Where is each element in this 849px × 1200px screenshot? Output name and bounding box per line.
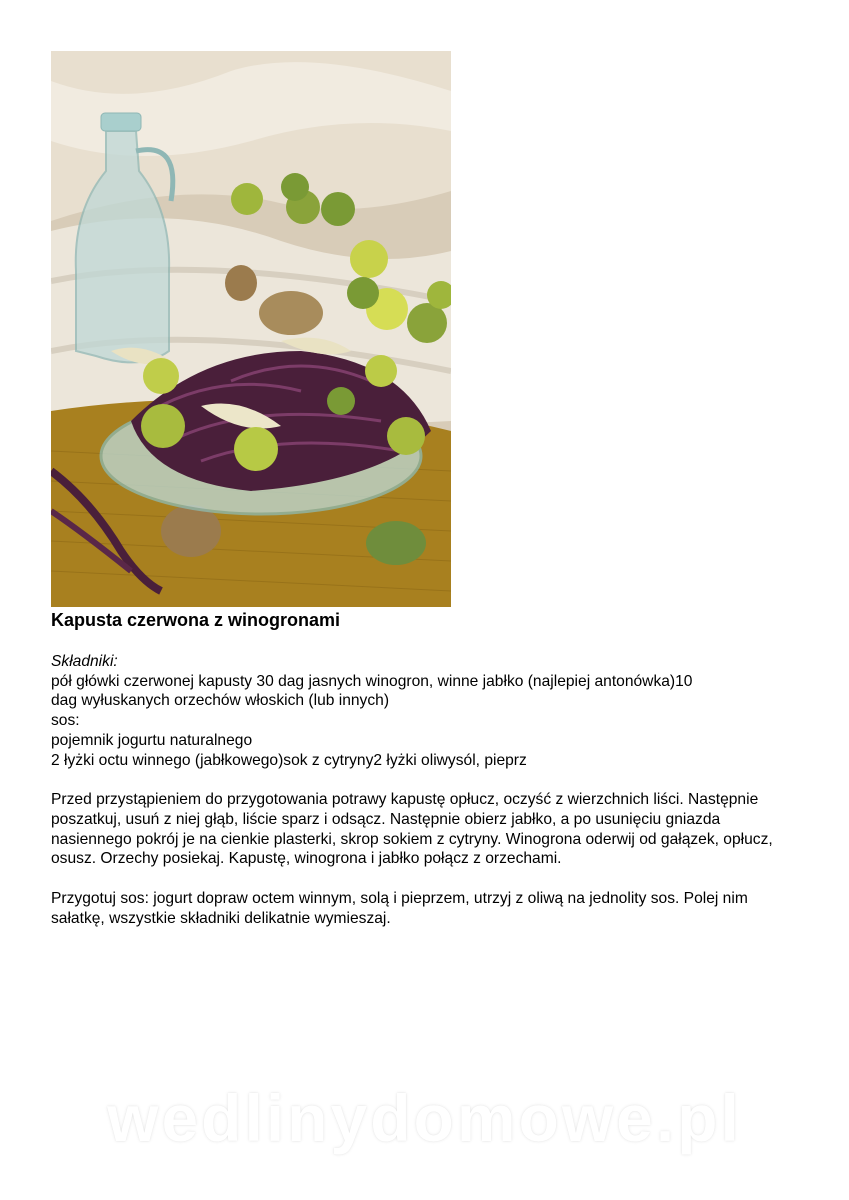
- method-paragraph: Przed przystąpieniem do przygotowania potrawy kapustę opłucz, oczyść z wierzchnich liści. Następnie poszatkuj, usuń z niej głąb, liście sparz i odsącz. Następnie obierz jabłko, a po usunięciu gniazda nasiennego pokrój je na cienkie plasterki, skrop sokiem z cytryny. Winogrona oderwij od gałązek, opłucz, osusz. Orzechy posiekaj. Kapustę, winogrona i jabłko połącz z orzechami.: [51, 791, 773, 868]
- sauce-paragraph: Przygotuj sos: jogurt dopraw octem winnym, solą i pieprzem, utrzyj z oliwą na jednolity sos. Polej nim sałatkę, wszystkie składniki delikatnie wymieszaj.: [51, 890, 748, 927]
- recipe-title: Kapusta czerwona z winogronami: [51, 610, 341, 630]
- site-watermark: wedlinydomowe.pl: [107, 1081, 742, 1155]
- ingredients-line: sos:: [51, 712, 80, 730]
- ingredients-line: pół główki czerwonej kapusty 30 dag jasnych winogron, winne jabłko (najlepiej antonówka)10: [51, 672, 693, 690]
- ingredients-line: dag wyłuskanych orzechów włoskich (lub innych): [51, 692, 390, 710]
- ingredients-line: 2 łyżki octu winnego (jabłkowego)sok z cytryny2 łyżki oliwysól, pieprz: [51, 751, 527, 769]
- salad-photo: [51, 51, 451, 607]
- ingredients-line: pojemnik jogurtu naturalnego: [51, 731, 253, 749]
- ingredients-label: Składniki:: [51, 653, 118, 670]
- recipe-body: [51, 652, 801, 928]
